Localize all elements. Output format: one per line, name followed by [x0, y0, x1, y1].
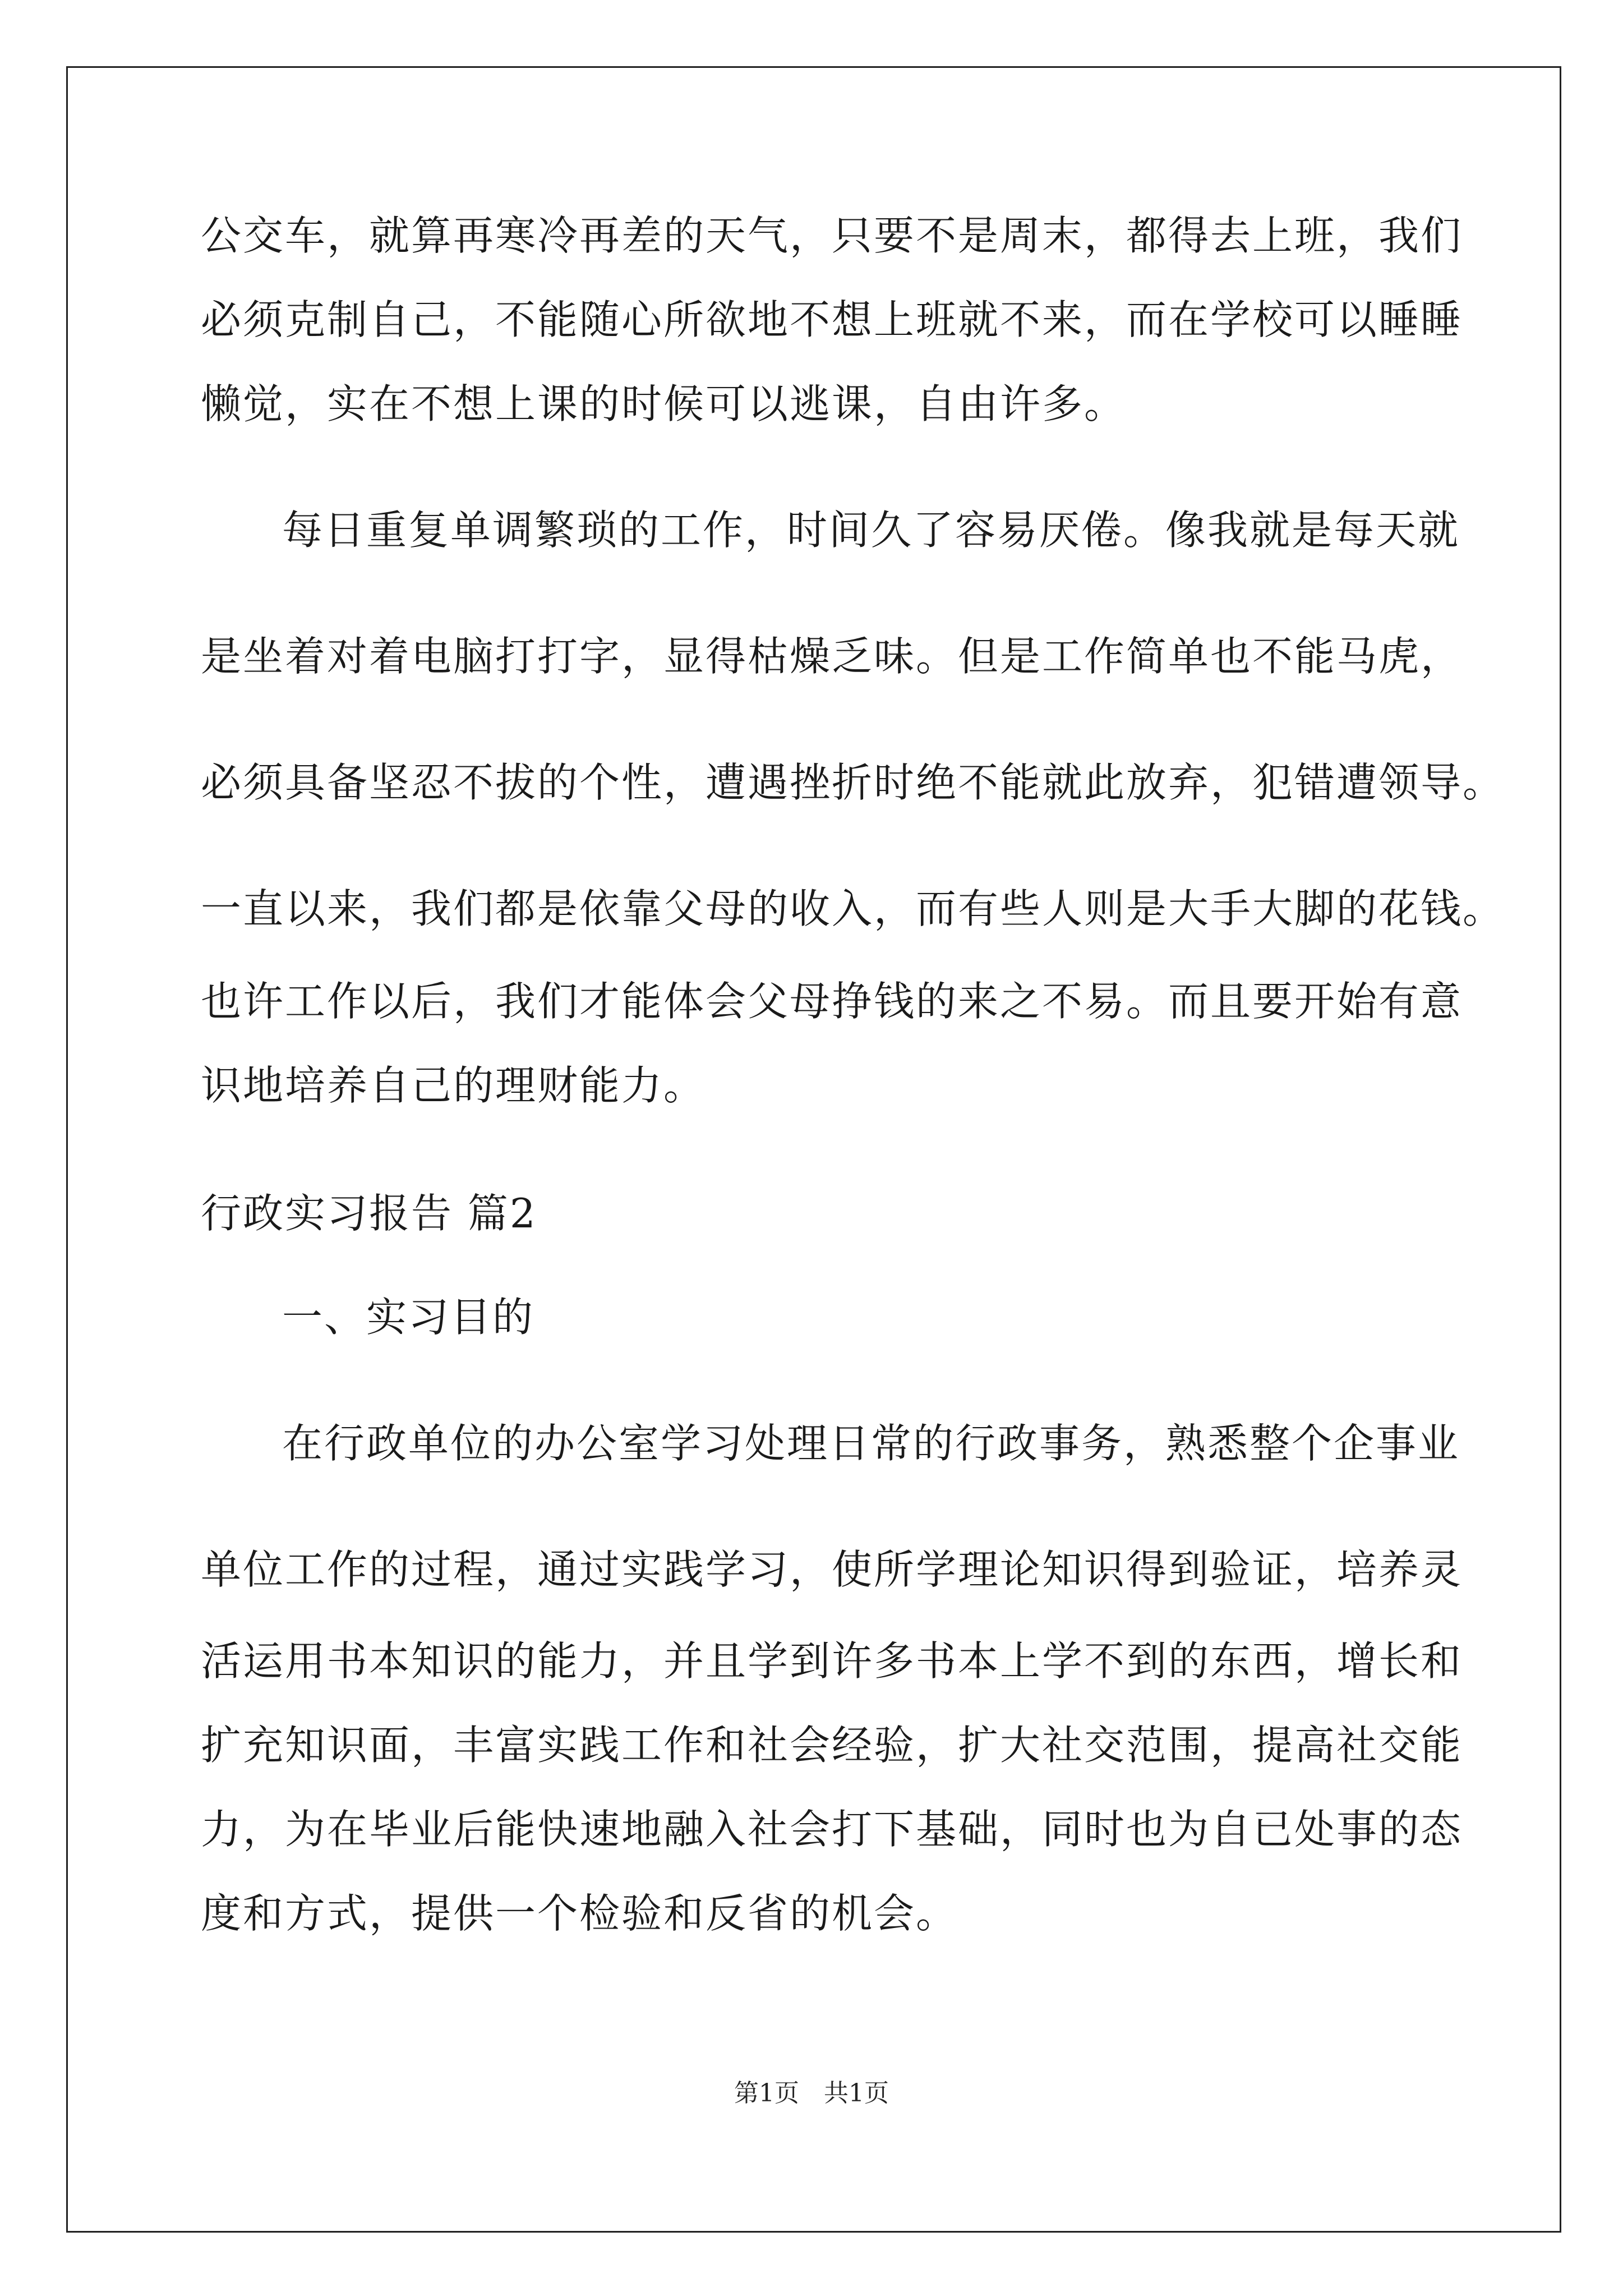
page-number: 第1页 共1页 [734, 2079, 889, 2108]
body-line-1: 公交车，就算再寒冷再差的天气，只要不是周末，都得去上班，我们 [201, 212, 1463, 259]
body-line-11: 单位工作的过程，通过实践学习，使所学理论知识得到验证，培养灵 [201, 1546, 1463, 1593]
body-line-15: 度和方式，提供一个检验和反省的机会。 [201, 1890, 958, 1937]
body-line-10: 在行政单位的办公室学习处理日常的行政事务，熟悉整个企事业 [282, 1420, 1460, 1467]
body-line-7: 一直以来，我们都是依靠父母的收入，而有些人则是大手大脚的花钱。 [201, 885, 1505, 932]
body-line-12: 活运用书本知识的能力，并且学到许多书本上学不到的东西，增长和 [201, 1637, 1463, 1685]
body-line-9: 识地培养自己的理财能力。 [201, 1062, 706, 1109]
body-line-8: 也许工作以后，我们才能体会父母挣钱的来之不易。而且要开始有意 [201, 978, 1463, 1025]
body-line-3: 懒觉，实在不想上课的时候可以逃课，自由许多。 [201, 380, 1127, 427]
body-line-5: 是坐着对着电脑打打字，显得枯燥乏味。但是工作简单也不能马虎， [201, 633, 1463, 680]
section-heading: 行政实习报告 篇2 [201, 1190, 537, 1237]
body-line-4: 每日重复单调繁琐的工作，时间久了容易厌倦。像我就是每天就 [282, 507, 1460, 554]
body-line-6: 必须具备坚忍不拔的个性，遭遇挫折时绝不能就此放弃，犯错遭领导。 [201, 759, 1505, 806]
body-line-13: 扩充知识面，丰富实践工作和社会经验，扩大社交范围，提高社交能 [201, 1722, 1463, 1769]
body-line-14: 力，为在毕业后能快速地融入社会打下基础，同时也为自已处事的态 [201, 1806, 1463, 1853]
body-line-2: 必须克制自己，不能随心所欲地不想上班就不来，而在学校可以睡睡 [201, 296, 1463, 343]
subsection-heading: 一、实习目的 [282, 1294, 535, 1341]
